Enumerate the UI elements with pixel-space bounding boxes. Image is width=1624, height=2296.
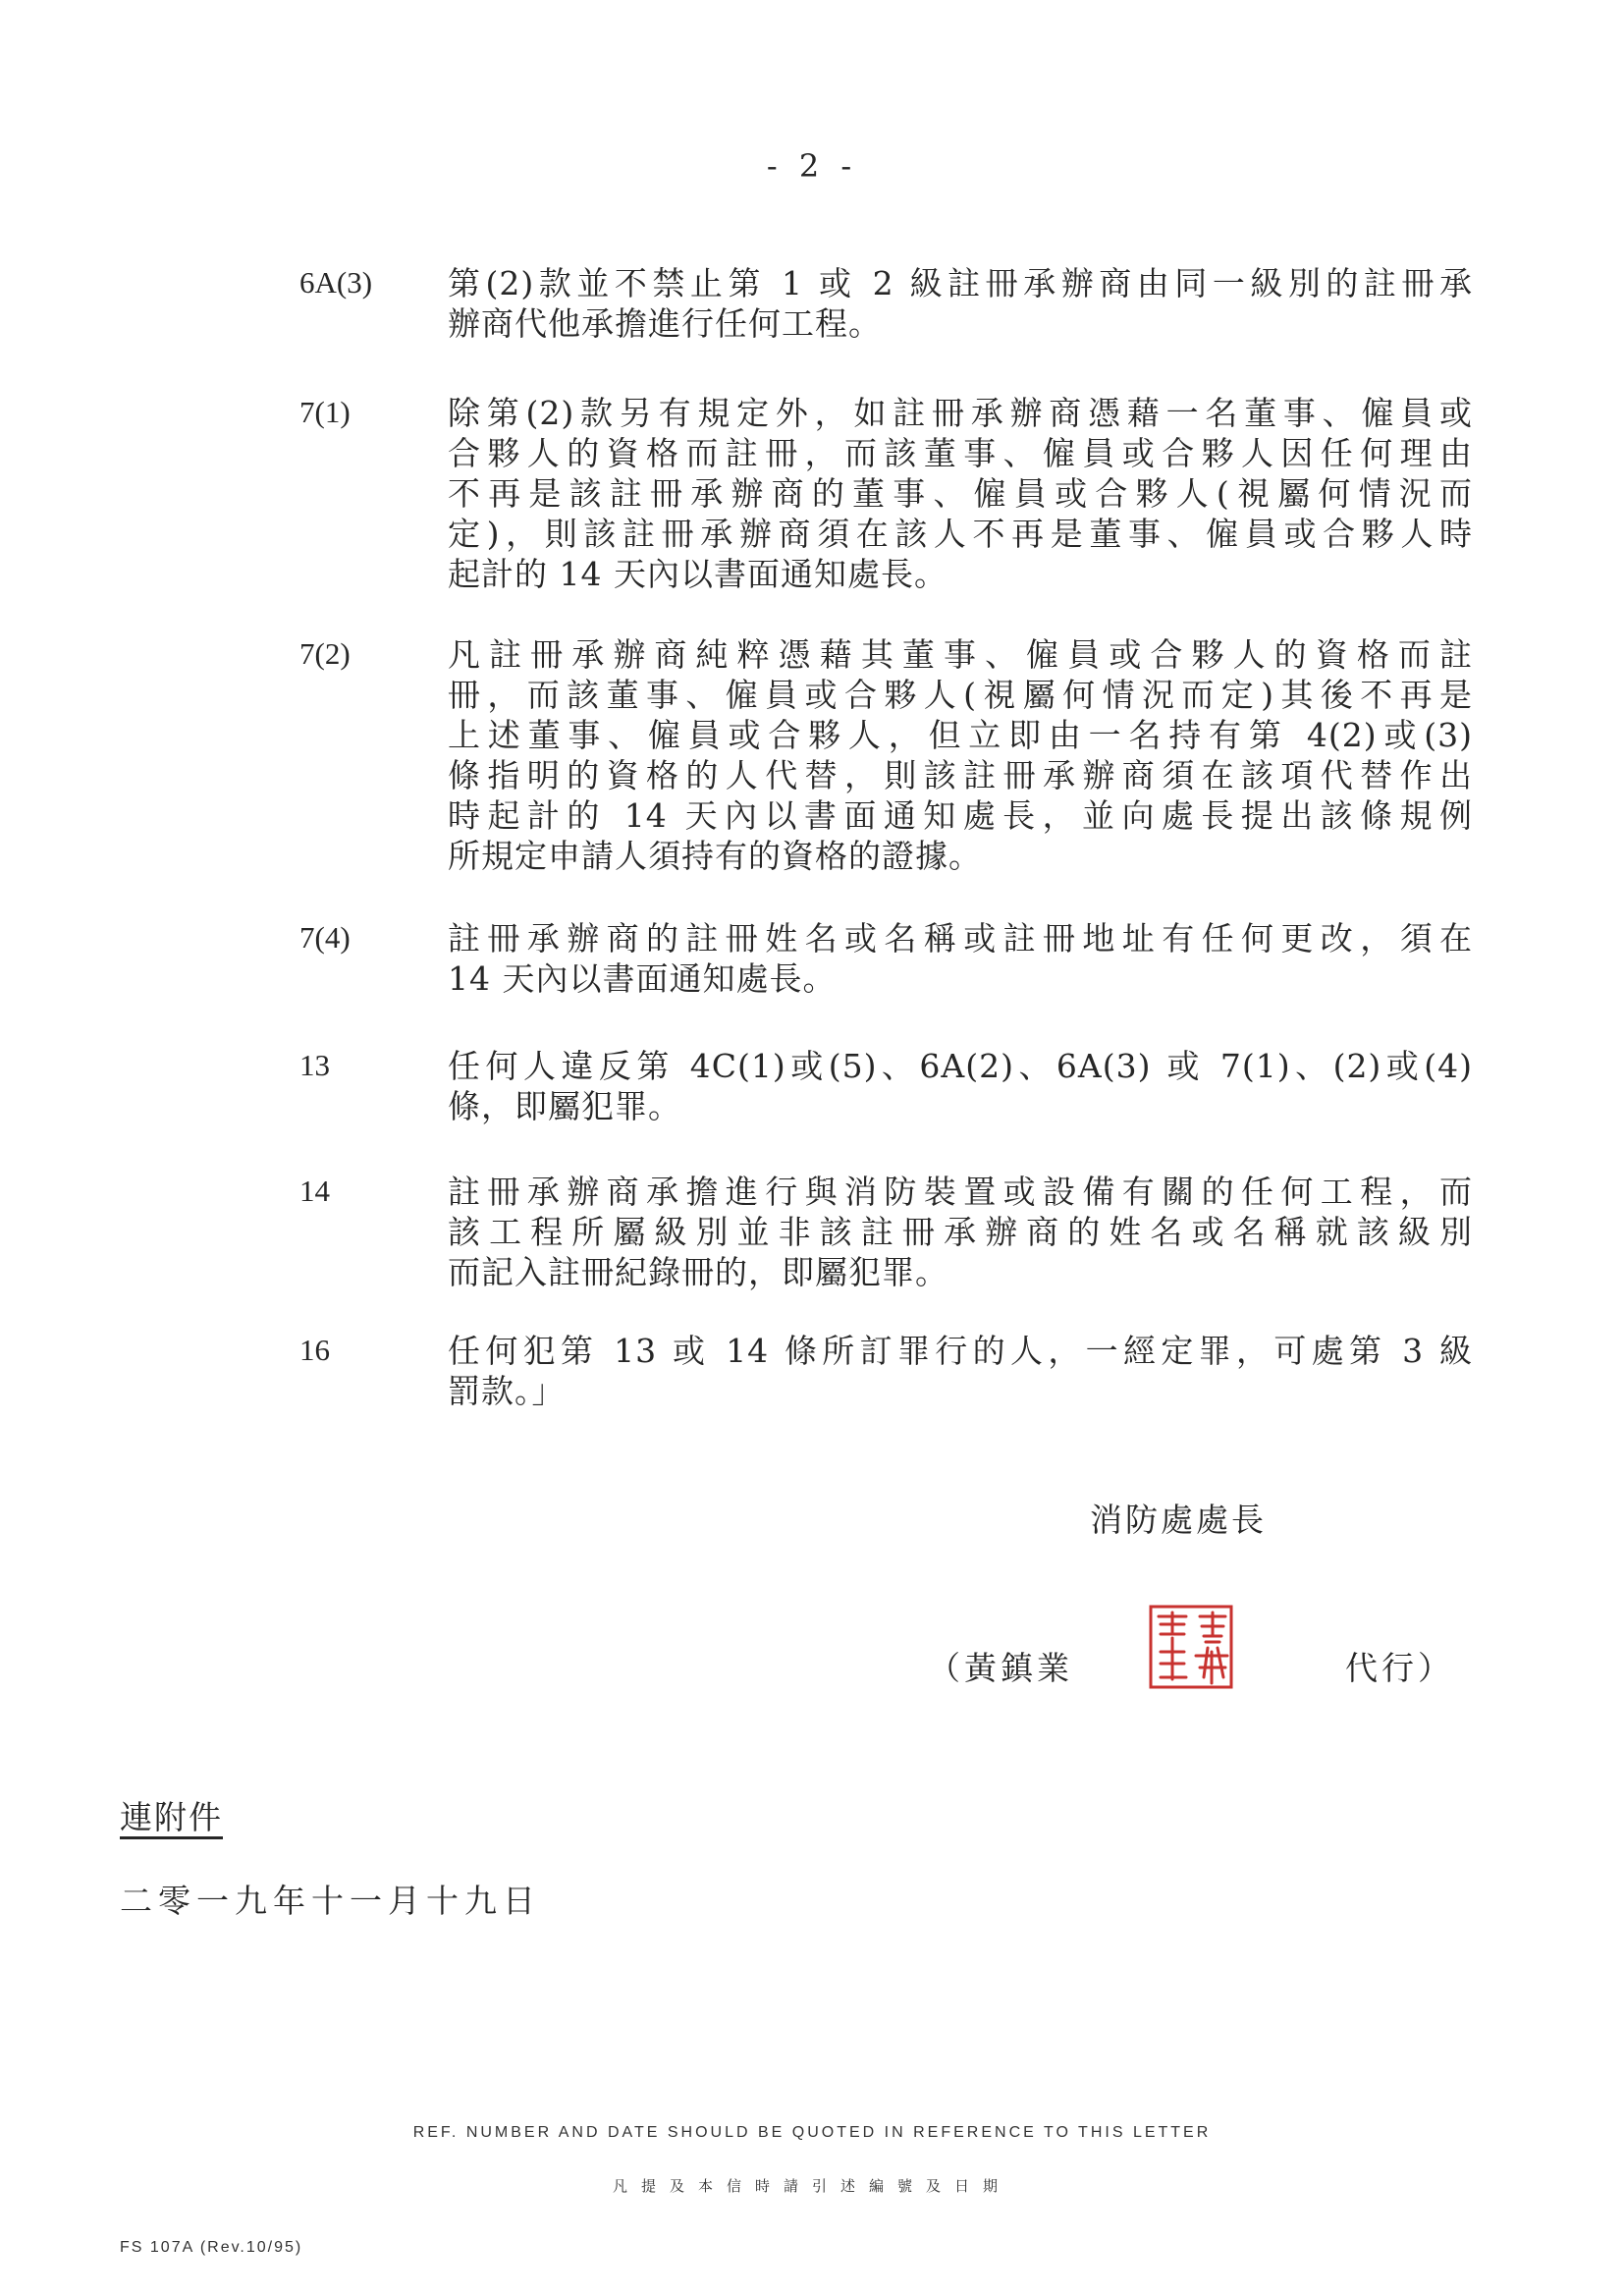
clause-number: 7(4) <box>299 920 351 955</box>
signatory-title: 消防處處長 <box>1090 1501 1267 1539</box>
clause-text <box>448 1172 1473 1292</box>
clause-line: 時起計的 14 天內以書面通知處長，並向處長提出該條規例 <box>448 796 1473 835</box>
footer-reference-note-chinese: 凡提及本信時請引述編號及日期 <box>612 2177 1011 2195</box>
clause-line: 該工程所屬級別並非該註冊承辦商的姓名或名稱就該級別 <box>448 1213 1473 1251</box>
clause-line: 起計的 14 天內以書面通知處長。 <box>448 555 947 593</box>
clause-line: 條指明的資格的人代替，則該註冊承辦商須在該項代替作出 <box>448 756 1473 794</box>
clause-number: 13 <box>299 1048 330 1082</box>
form-code: FS 107A (Rev.10/95) <box>120 2239 303 2256</box>
clause-text <box>448 634 1473 876</box>
clause-text <box>448 393 1473 594</box>
clause-line: 凡註冊承辦商純粹憑藉其董事、僱員或合夥人的資格而註 <box>448 635 1473 674</box>
signatory-name: （黃鎮業 <box>928 1649 1073 1687</box>
enclosure-label: 連附件 <box>120 1798 223 1836</box>
clause-number: 6A(3) <box>299 265 373 300</box>
clause-line: 所規定申請人須持有的資格的證據。 <box>448 837 982 875</box>
clause-line: 定)，則該註冊承辦商須在該人不再是董事、僱員或合夥人時 <box>448 515 1473 553</box>
clause-line: 任何犯第 13 或 14 條所訂罪行的人，一經定罪，可處第 3 級 <box>448 1332 1473 1370</box>
clause-number: 7(1) <box>299 395 351 429</box>
page-number: - 2 - <box>766 147 858 185</box>
clause-line: 條，即屬犯罪。 <box>448 1087 681 1125</box>
signatory-acting: 代行） <box>1345 1649 1454 1687</box>
clause-line: 辦商代他承擔進行任何工程。 <box>448 304 882 343</box>
clause-text <box>448 263 1473 344</box>
clause-line: 不再是該註冊承辦商的董事、僱員或合夥人(視屬何情況而 <box>448 474 1473 513</box>
clause-line: 冊，而該董事、僱員或合夥人(視屬何情況而定)其後不再是 <box>448 676 1473 714</box>
clause-line: 第(2)款並不禁止第 1 或 2 級註冊承辦商由同一級別的註冊承 <box>448 264 1473 302</box>
footer-reference-note-english: REF. NUMBER AND DATE SHOULD BE QUOTED IN REFERENCE TO THIS LETTER <box>412 2124 1212 2141</box>
clause-number: 14 <box>299 1174 330 1208</box>
clause-text <box>448 1331 1473 1411</box>
clause-line: 任何人違反第 4C(1)或(5)、6A(2)、6A(3) 或 7(1)、(2)或(4) <box>448 1047 1473 1085</box>
clause-line: 註冊承辦商承擔進行與消防裝置或設備有關的任何工程，而 <box>448 1173 1473 1211</box>
clause-line: 除第(2)款另有規定外，如註冊承辦商憑藉一名董事、僱員或 <box>448 394 1473 432</box>
signature-seal <box>1147 1603 1235 1691</box>
clause-line: 註冊承辦商的註冊姓名或名稱或註冊地址有任何更改，須在 <box>448 919 1473 957</box>
clause-number: 7(2) <box>299 636 351 671</box>
clause-line: 罰款。」 <box>448 1372 566 1410</box>
clause-number: 16 <box>299 1333 330 1367</box>
clause-line: 14 天內以書面通知處長。 <box>448 959 837 998</box>
clause-line: 上述董事、僱員或合夥人，但立即由一名持有第 4(2)或(3) <box>448 716 1473 754</box>
clause-line: 而記入註冊紀錄冊的，即屬犯罪。 <box>448 1253 948 1291</box>
clause-line: 合夥人的資格而註冊，而該董事、僱員或合夥人因任何理由 <box>448 434 1473 472</box>
clause-text <box>448 918 1473 999</box>
letter-date: 二零一九年十一月十九日 <box>120 1882 541 1920</box>
clause-text <box>448 1046 1473 1126</box>
